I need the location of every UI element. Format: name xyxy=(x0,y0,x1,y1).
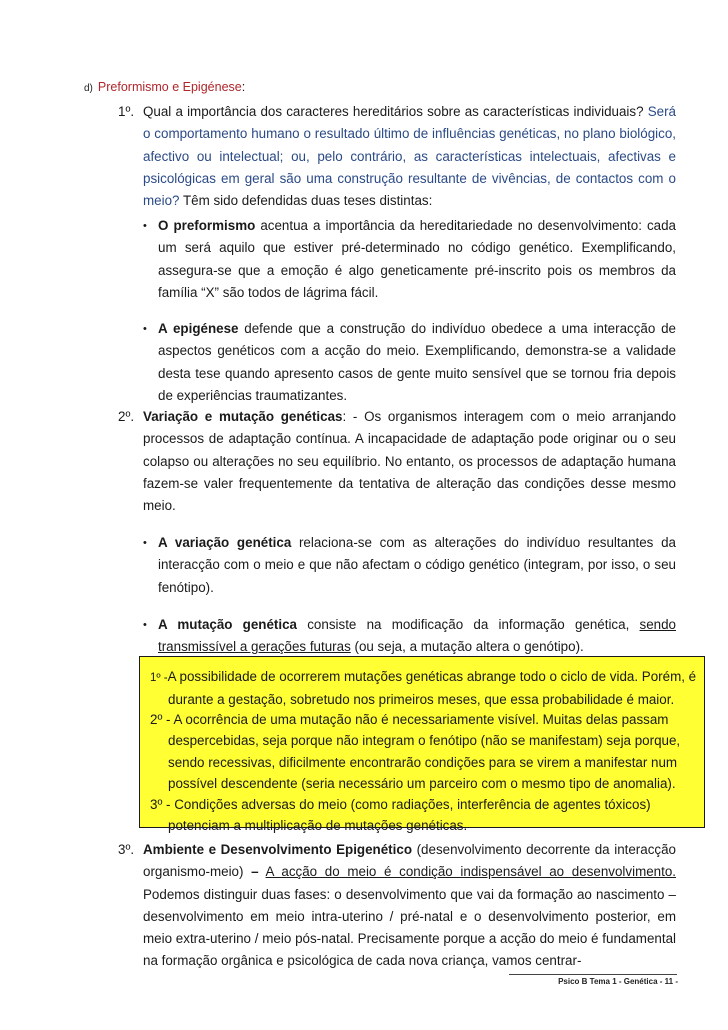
question-3-text: (desenvolvimento decorrente da interacção organismo-meio) xyxy=(143,842,676,880)
question-2 xyxy=(118,406,676,517)
question-2-term: Variação e mutação genéticas xyxy=(143,409,343,424)
bullet-mutacao-text: consiste na modificação da informação genética, xyxy=(297,617,640,632)
question-3-term: Ambiente e Desenvolvimento Epigenético xyxy=(143,842,412,857)
bullet-preformismo-term: O preformismo xyxy=(158,218,256,233)
question-1-blue-text: Será o comportamento humano o resultado último de influências genéticas, no plano biológico, afectivo ou intelectual; ou, pelo contrário, as características intelectuais, afectivas e psicológicas em geral são uma construção resultante de vivências, de contactos com o meio? xyxy=(143,104,676,209)
section-heading xyxy=(84,80,245,94)
bullet-mutacao-term: A mutação genética xyxy=(158,617,298,632)
box-point-2-text: 2º - A ocorrência de uma mutação não é necessariamente visível. Muitas delas passam despercebidas, seja porque não integram o fenótipo (não se manifestam) seja porque, sendo recessivas, dificilmente encontrarão condições para se virem a manifestar num possível descendente (seria necessário um parceiro com o mesmo tipo de anomalia). xyxy=(150,712,681,791)
footer-divider xyxy=(509,974,677,975)
question-3-tail: Podemos distinguir duas fases: o desenvolvimento que vai da formação ao nascimento – desenvolvimento em meio intra-uterino / pré-natal e o desenvolvimento posterior, em meio extra-uterino / meio pós-natal. Precisamente porque a acção do meio é fundamental na formação orgânica e psicológica de cada nova criança, vamos centrar- xyxy=(143,886,676,969)
box-point-1 xyxy=(150,666,720,711)
question-1 xyxy=(118,101,676,212)
bullet-dot-icon: • xyxy=(143,220,147,232)
box-point-3 xyxy=(150,794,698,837)
question-3 xyxy=(118,839,677,973)
bullet-dot-icon: • xyxy=(143,619,147,631)
page-footer: Psico B Tema 1 - Genética - 11 - xyxy=(558,977,678,986)
bullet-epigenese-term: A epigénese xyxy=(158,321,239,336)
highlight-box xyxy=(139,656,705,834)
box-point-3-text: 3º - Condições adversas do meio (como radiações, interferência de agentes tóxicos) potenciam a multiplicação de mutações genéticas. xyxy=(150,797,651,834)
bullet-variacao-text: relaciona-se com as alterações do indivíduo resultantes da interacção com o meio e que não afectam o código genético (integram, por isso, o seu fenótipo). xyxy=(158,535,676,595)
bullet-variacao xyxy=(143,532,676,599)
section-marker: d) xyxy=(84,83,93,94)
box-point-1-number: 1º - xyxy=(150,672,168,684)
section-colon: : xyxy=(241,80,246,94)
box-point-2 xyxy=(150,709,698,794)
bullet-epigenese xyxy=(143,318,676,407)
bullet-variacao-term: A variação genética xyxy=(158,535,292,550)
question-3-dash: – xyxy=(251,864,259,880)
bullet-dot-icon: • xyxy=(143,537,147,549)
box-point-1-text: A possibilidade de ocorrerem mutações genéticas abrange todo o ciclo de vida. Porém, é durante a gestação, sobretudo nos primeiros meses, que essa probabilidade é maior. xyxy=(167,669,697,708)
bullet-preformismo-text: acentua a importância da hereditariedade no desenvolvimento: cada um será aquilo que estiver pré-determinado no código genético. Exemplificando, assegura-se que a emoção é algo geneticamente pré-inscrito pois os membros da família “X” são todos de lágrima fácil. xyxy=(158,218,676,300)
question-2-number: 2º. xyxy=(118,409,135,424)
bullet-epigenese-text: defende que a construção do indivíduo obedece a uma interacção de aspectos genéticos com a acção do meio. Exemplificando, demonstra-se a validade desta tese quando apresento casos de gente muito sensível que se tornou fria depois de experiências traumatizantes. xyxy=(158,321,676,403)
section-title: Preformismo e Epigénese xyxy=(97,80,242,94)
question-1-tail: Têm sido defendidas duas teses distintas: xyxy=(179,193,433,209)
question-2-text: : - Os organismos interagem com o meio arranjando processos de adaptação contínua. A incapacidade de adaptação pode originar ou o seu colapso ou alterações no seu equilíbrio. No entanto, os processos de adaptação humana fazem-se valer frequentemente da tentativa de alteração das condições desse mesmo meio. xyxy=(143,409,676,514)
question-1-number: 1º. xyxy=(118,104,135,119)
question-1-text: Qual a importância dos caracteres hereditários sobre as características individuais? xyxy=(143,104,644,119)
question-3-underlined: A acção do meio é condição indispensável ao desenvolvimento. xyxy=(265,864,677,880)
bullet-mutacao-tail: (ou seja, a mutação altera o genótipo). xyxy=(350,639,584,655)
bullet-dot-icon: • xyxy=(143,323,147,335)
bullet-mutacao-underlined: sendo transmissível a gerações futuras xyxy=(158,617,676,655)
bullet-preformismo xyxy=(143,215,676,304)
bullet-mutacao xyxy=(143,614,676,659)
question-3-number: 3º. xyxy=(118,842,135,857)
